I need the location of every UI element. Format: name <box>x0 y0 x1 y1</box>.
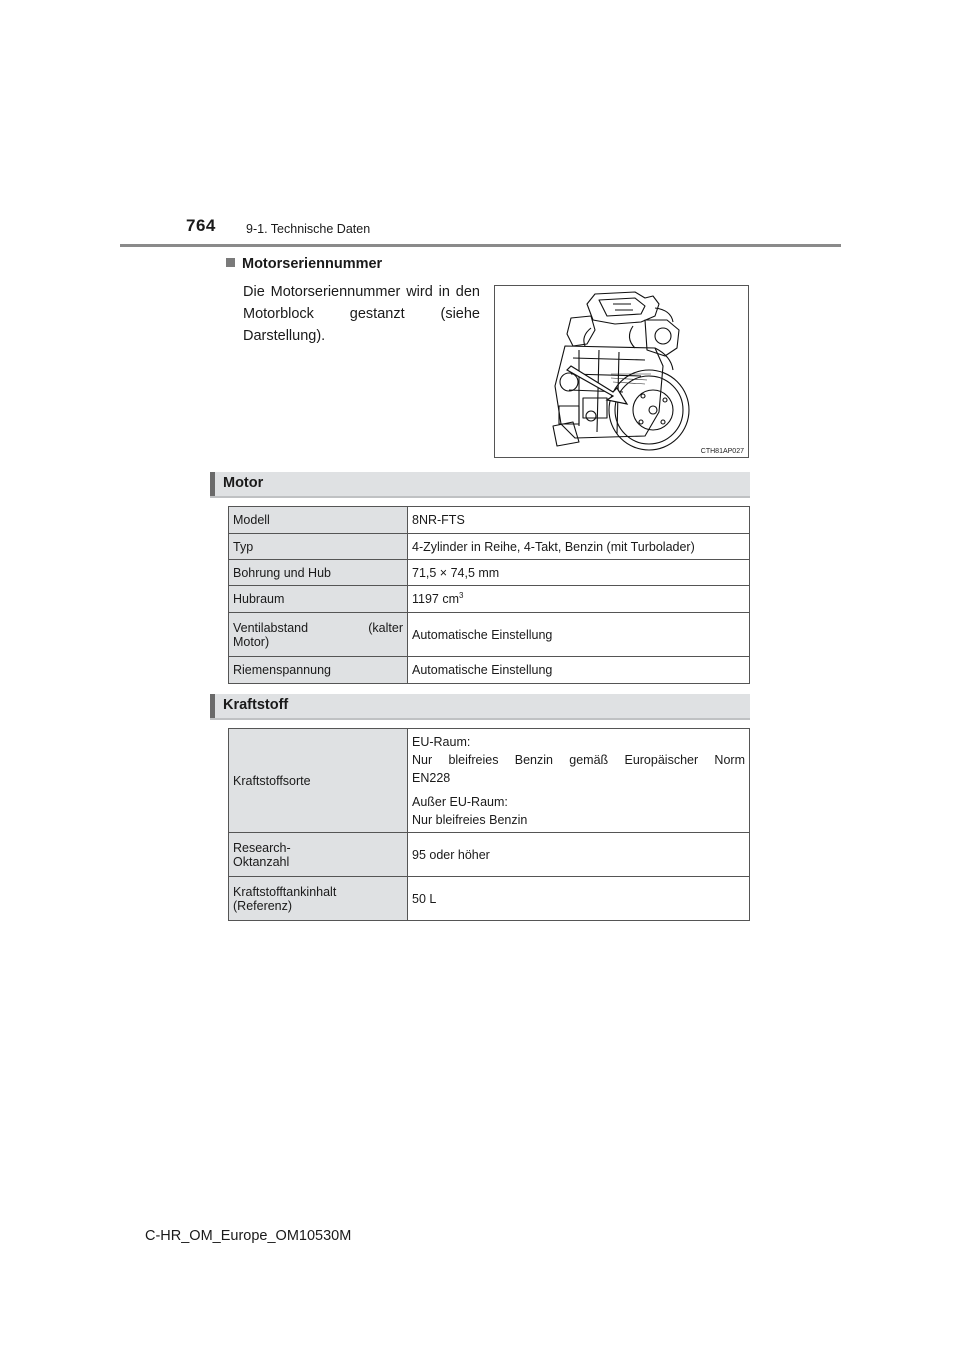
row-key: Kraftstoffsorte <box>229 729 408 833</box>
square-bullet-icon <box>226 258 235 267</box>
header-rule <box>120 244 841 247</box>
motor-section-title: Motor <box>223 475 264 491</box>
table-row <box>229 534 750 560</box>
motor-section-bar <box>210 472 750 496</box>
engine-drawing-icon <box>495 286 748 457</box>
engine-number-heading <box>226 256 382 272</box>
page-number: 764 <box>186 216 216 235</box>
table-row <box>229 833 750 877</box>
table-row <box>229 729 750 833</box>
table-row <box>229 507 750 534</box>
row-key: Riemenspannung <box>229 657 408 684</box>
fuel-section-bar <box>210 694 750 718</box>
row-key: Ventilabstand (kalter Motor) <box>229 613 408 657</box>
table-row <box>229 657 750 684</box>
row-value: EU-Raum: Nur bleifreies Benzin gemäß Europäischer Norm EN228 Außer EU-Raum: Nur bleifreies Benzin <box>408 729 750 833</box>
table-row <box>229 877 750 921</box>
section-title: 9-1. Technische Daten <box>246 222 371 236</box>
engine-number-description: Die Motorseriennummer wird in den Motorblock gestanzt (siehe Darstellung). <box>243 284 480 344</box>
row-key: Hubraum <box>229 586 408 613</box>
motor-table <box>228 506 750 684</box>
row-key: Typ <box>229 534 408 560</box>
engine-number-title: Motorseriennummer <box>242 256 383 272</box>
engine-illustration <box>494 285 749 458</box>
fuel-table <box>228 728 750 921</box>
footer-doc-id: C-HR_OM_Europe_OM10530M <box>145 1228 352 1244</box>
row-value: 95 oder höher <box>408 833 750 877</box>
row-key: Kraftstofftankinhalt (Referenz) <box>229 877 408 921</box>
table-row <box>229 613 750 657</box>
table-row <box>229 586 750 613</box>
row-value: 1197 $cm^3$ <box>408 586 750 613</box>
row-key: Research- Oktanzahl <box>229 833 408 877</box>
row-value: 4-Zylinder in Reihe, 4-Takt, Benzin (mit Turbolader) <box>408 534 750 560</box>
row-key: Bohrung und Hub <box>229 560 408 586</box>
row-value: 71,5 × 74,5 mm <box>408 560 750 586</box>
table-row <box>229 560 750 586</box>
fuel-section-title: Kraftstoff <box>223 697 289 713</box>
row-value: 8NR-FTS <box>408 507 750 534</box>
row-key: Modell <box>229 507 408 534</box>
row-value: Automatische Einstellung <box>408 657 750 684</box>
figure-code: CTH81AP027 <box>700 448 744 455</box>
row-value: 50 L <box>408 877 750 921</box>
row-value: Automatische Einstellung <box>408 613 750 657</box>
